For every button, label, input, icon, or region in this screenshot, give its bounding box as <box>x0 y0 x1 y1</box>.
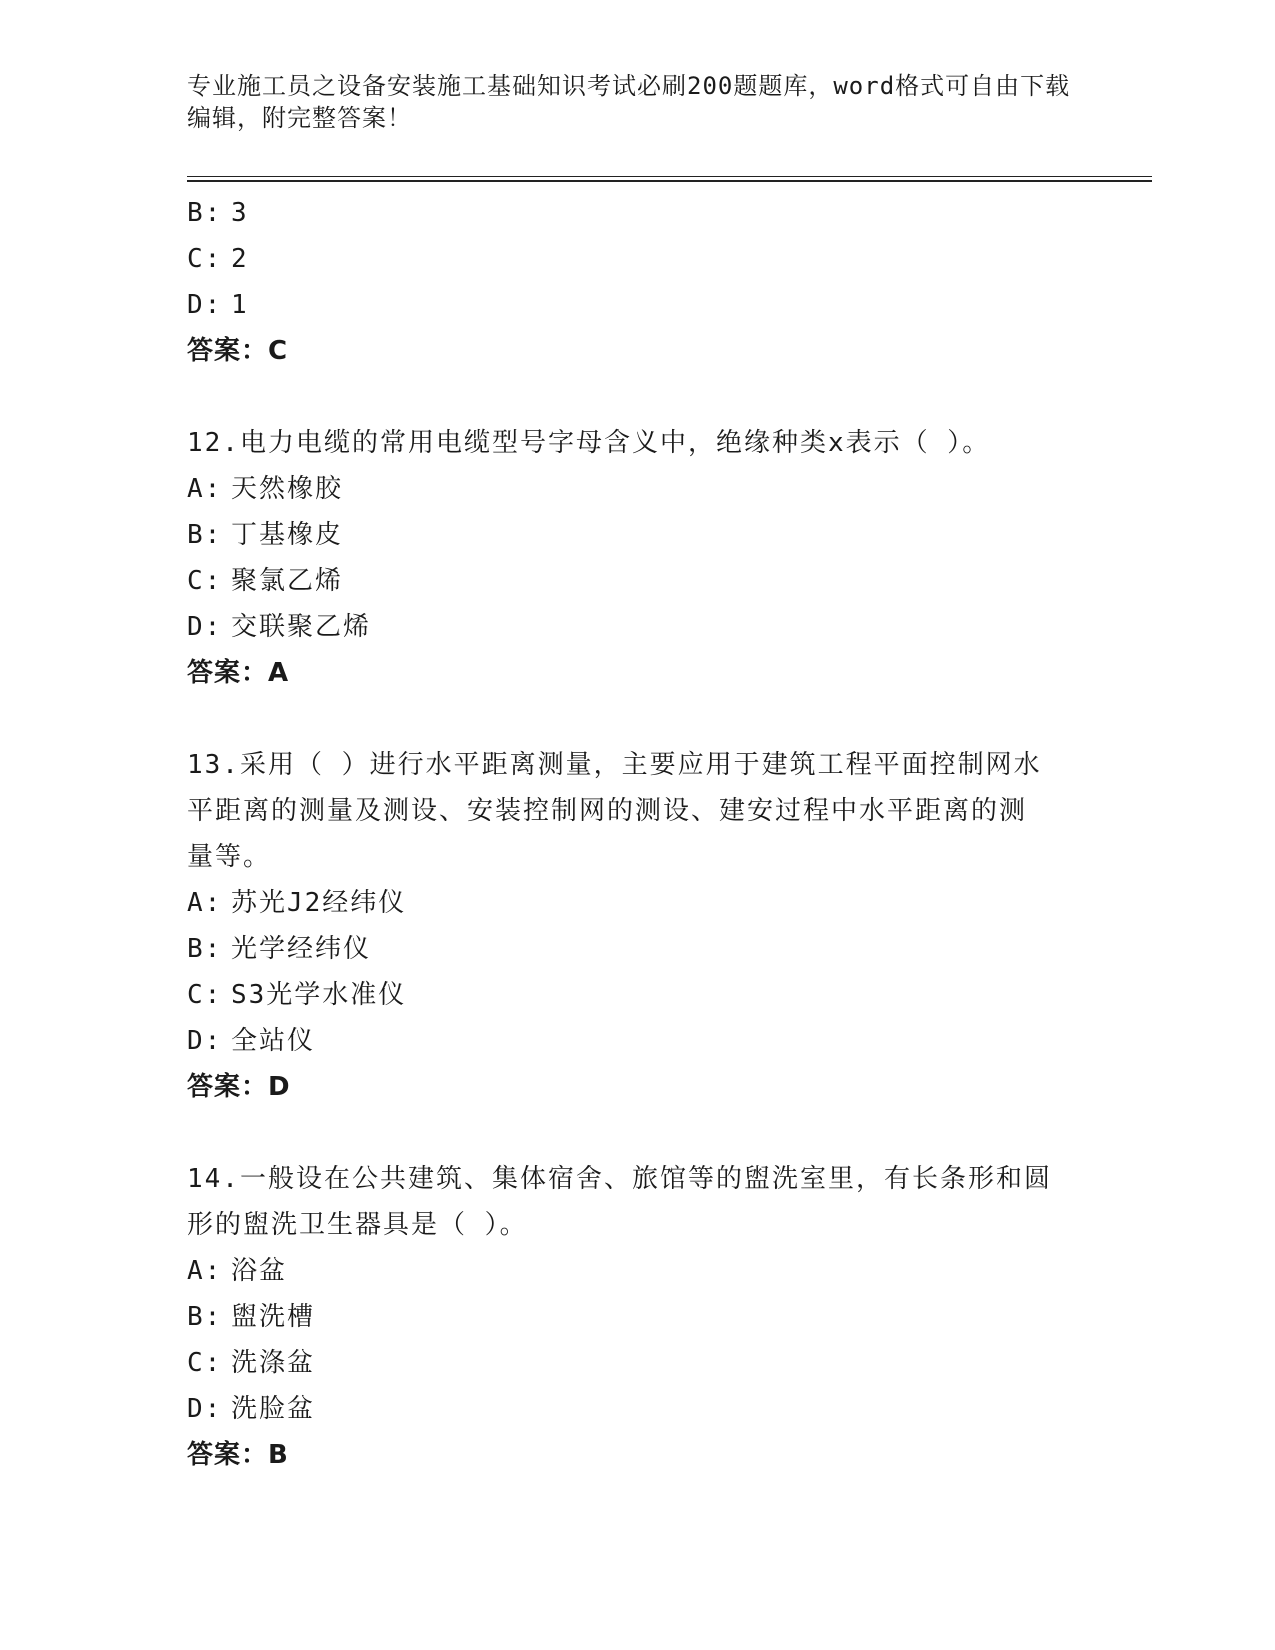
question-stem-line: 14.一般设在公共建筑、集体宿舍、旅馆等的盥洗室里，有长条形和圆 <box>187 1164 1052 1194</box>
option-b <box>187 926 1087 972</box>
question-stem-line: 13.采用（ ）进行水平距离测量，主要应用于建筑工程平面控制网水 <box>187 750 1042 780</box>
option-key: B: <box>187 1302 223 1332</box>
option-key: C: <box>187 566 223 596</box>
option-text: 交联聚乙烯 <box>231 612 372 642</box>
answer: 答案：D <box>187 1072 291 1102</box>
option-text: 天然橡胶 <box>231 474 344 504</box>
option-text: 全站仪 <box>231 1026 316 1056</box>
question-12 <box>187 420 1087 696</box>
option-b <box>187 1294 1087 1340</box>
option-c <box>187 972 1087 1018</box>
option-a <box>187 466 1087 512</box>
question-14 <box>187 1156 1087 1478</box>
question-spacer <box>187 696 1087 742</box>
option-text: 光学经纬仪 <box>231 934 372 964</box>
option-key: B: <box>187 198 223 228</box>
option-text: 盥洗槽 <box>231 1302 316 1332</box>
option-key: A: <box>187 474 223 504</box>
option-text: 洗脸盆 <box>231 1394 316 1424</box>
document-header <box>187 70 1087 134</box>
option-key: C: <box>187 1348 223 1378</box>
question-stem: 12.电力电缆的常用电缆型号字母含义中，绝缘种类x表示（ ）。 <box>187 428 991 458</box>
header-line-1: 专业施工员之设备安装施工基础知识考试必刷200题题库，word格式可自由下载 <box>187 72 1071 100</box>
option-c <box>187 1340 1087 1386</box>
option-c <box>187 558 1087 604</box>
option-a <box>187 1248 1087 1294</box>
question-11 <box>187 190 1087 374</box>
question-stem-line: 形的盥洗卫生器具是（ ）。 <box>187 1210 528 1240</box>
option-key: A: <box>187 1256 223 1286</box>
answer: 答案：C <box>187 336 289 366</box>
option-text: 2 <box>231 244 249 274</box>
option-key: D: <box>187 612 223 642</box>
option-text: 1 <box>231 290 249 320</box>
option-text: 聚氯乙烯 <box>231 566 344 596</box>
question-list <box>187 190 1087 1478</box>
option-text: 3 <box>231 198 249 228</box>
option-b <box>187 512 1087 558</box>
option-key: B: <box>187 934 223 964</box>
question-13 <box>187 742 1087 1110</box>
header-divider-thick <box>187 180 1152 182</box>
option-key: D: <box>187 290 223 320</box>
question-stem-line: 量等。 <box>187 842 272 872</box>
answer: 答案：A <box>187 658 290 688</box>
option-key: A: <box>187 888 223 918</box>
question-spacer <box>187 374 1087 420</box>
option-a <box>187 880 1087 926</box>
header-line-2: 编辑，附完整答案！ <box>187 104 412 132</box>
option-text: 洗涤盆 <box>231 1348 316 1378</box>
option-text: 丁基橡皮 <box>231 520 344 550</box>
option-key: C: <box>187 980 223 1010</box>
option-key: D: <box>187 1026 223 1056</box>
question-spacer <box>187 1110 1087 1156</box>
answer: 答案：B <box>187 1440 289 1470</box>
option-key: D: <box>187 1394 223 1424</box>
option-d <box>187 1386 1087 1432</box>
option-c <box>187 236 1087 282</box>
option-d <box>187 1018 1087 1064</box>
option-d <box>187 604 1087 650</box>
option-text: 浴盆 <box>231 1256 288 1286</box>
header-divider-thin <box>187 176 1152 177</box>
option-b <box>187 190 1087 236</box>
option-text: 苏光J2经纬仪 <box>231 888 407 918</box>
option-key: C: <box>187 244 223 274</box>
option-text: S3光学水准仪 <box>231 980 407 1010</box>
option-d <box>187 282 1087 328</box>
option-key: B: <box>187 520 223 550</box>
question-stem-line: 平距离的测量及测设、安装控制网的测设、建安过程中水平距离的测 <box>187 796 1028 826</box>
